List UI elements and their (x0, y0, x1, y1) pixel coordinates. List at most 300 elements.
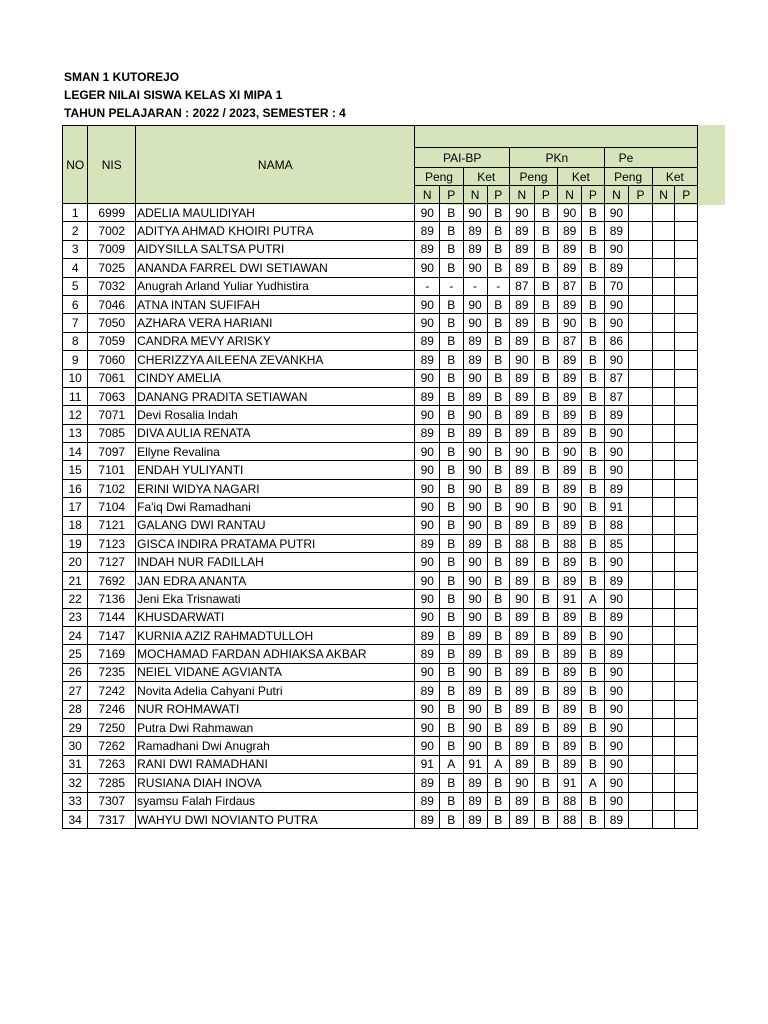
grade-cell-empty (652, 645, 675, 663)
grade-cell-empty (652, 663, 675, 681)
grade-pai-peng-n: 89 (415, 332, 440, 350)
row-name: Ellyne Revalina (136, 443, 415, 461)
grade-cell-empty (675, 332, 698, 350)
subject-header-pe: Pe (604, 148, 697, 168)
grade-cell-empty (629, 332, 652, 350)
row-nis: 7085 (88, 424, 136, 442)
grade-pai-ket-n: 89 (463, 424, 487, 442)
grade-cell-empty (675, 479, 698, 497)
grade-cell-empty (629, 240, 652, 258)
grade-pai-peng-n: 89 (415, 387, 440, 405)
grade-cell-empty (652, 424, 675, 442)
row-no: 22 (63, 590, 88, 608)
grade-cell-empty (652, 443, 675, 461)
grade-pkn-ket-n: 89 (558, 369, 582, 387)
grade-ledger-table (62, 125, 698, 829)
row-nis: 7061 (88, 369, 136, 387)
grade-pai-peng-n: 90 (415, 553, 440, 571)
grade-pai-ket-p: B (487, 204, 509, 222)
grade-cell-empty (629, 277, 652, 295)
grade-pai-ket-p: B (487, 259, 509, 277)
grade-cell-empty (652, 295, 675, 313)
grade-pai-ket-p: B (487, 553, 509, 571)
grade-pkn-ket-n: 89 (558, 240, 582, 258)
grade-pkn-ket-p: B (582, 351, 604, 369)
grade-pai-peng-n: 90 (415, 295, 440, 313)
row-nis: 7317 (88, 810, 136, 828)
grade-pai-peng-n: 89 (415, 424, 440, 442)
grade-pai-peng-n: 89 (415, 792, 440, 810)
row-no: 15 (63, 461, 88, 479)
row-name: AIDYSILLA SALTSA PUTRI (136, 240, 415, 258)
grade-cell-empty (675, 645, 698, 663)
grade-pkn-peng-p: B (534, 222, 557, 240)
table-row (63, 535, 698, 553)
grade-pe-peng-n: 90 (604, 774, 629, 792)
grade-pai-ket-p: B (487, 461, 509, 479)
row-nis: 7050 (88, 314, 136, 332)
grade-pai-peng-p: B (440, 443, 463, 461)
grade-cell-empty (629, 259, 652, 277)
np-header-p: P (487, 186, 509, 204)
grade-pkn-peng-p: B (534, 608, 557, 626)
grade-cell-empty (652, 755, 675, 773)
grade-cell-empty (629, 369, 652, 387)
grade-pkn-peng-n: 90 (509, 774, 534, 792)
grade-pkn-peng-p: B (534, 351, 557, 369)
grade-pkn-ket-n: 90 (558, 443, 582, 461)
part-header-peng: Peng (604, 168, 652, 186)
grade-cell-empty (629, 571, 652, 589)
grade-pai-ket-n: 89 (463, 535, 487, 553)
row-no: 5 (63, 277, 88, 295)
grade-pai-ket-p: B (487, 314, 509, 332)
grade-pkn-peng-n: 89 (509, 295, 534, 313)
row-nis: 7692 (88, 571, 136, 589)
np-header-n: N (509, 186, 534, 204)
grade-pkn-peng-p: B (534, 700, 557, 718)
grade-cell-empty (652, 571, 675, 589)
grade-pkn-ket-n: 89 (558, 424, 582, 442)
grade-cell-empty (652, 700, 675, 718)
grade-pkn-peng-p: B (534, 516, 557, 534)
row-nis: 7046 (88, 295, 136, 313)
grade-pai-peng-p: B (440, 700, 463, 718)
grade-pai-ket-n: 89 (463, 682, 487, 700)
row-name: Devi Rosalia Indah (136, 406, 415, 424)
grade-cell-empty (629, 774, 652, 792)
row-name: RANI DWI RAMADHANI (136, 755, 415, 773)
grade-cell-empty (675, 204, 698, 222)
table-row (63, 479, 698, 497)
grade-pe-peng-n: 90 (604, 424, 629, 442)
grade-pai-peng-n: 91 (415, 755, 440, 773)
grade-cell-empty (675, 535, 698, 553)
row-name: ADELIA MAULIDIYAH (136, 204, 415, 222)
table-row (63, 259, 698, 277)
grade-pkn-ket-n: 89 (558, 571, 582, 589)
grade-cell-empty (675, 608, 698, 626)
grade-pai-ket-p: B (487, 645, 509, 663)
grade-pai-ket-n: 90 (463, 553, 487, 571)
table-row (63, 626, 698, 644)
grade-pai-ket-n: 90 (463, 314, 487, 332)
grade-pai-peng-n: 90 (415, 498, 440, 516)
row-no: 18 (63, 516, 88, 534)
grade-pkn-peng-n: 90 (509, 351, 534, 369)
grade-pkn-peng-p: B (534, 571, 557, 589)
grade-cell-empty (652, 461, 675, 479)
grade-pai-peng-p: B (440, 498, 463, 516)
grade-cell-empty (675, 755, 698, 773)
grade-pkn-peng-n: 89 (509, 259, 534, 277)
row-nis: 7009 (88, 240, 136, 258)
grade-pkn-ket-p: B (582, 443, 604, 461)
grade-pkn-ket-n: 89 (558, 461, 582, 479)
np-header-n: N (415, 186, 440, 204)
grade-pe-peng-n: 89 (604, 222, 629, 240)
grade-pai-ket-n: 91 (463, 755, 487, 773)
grade-pai-peng-n: 90 (415, 700, 440, 718)
table-row (63, 387, 698, 405)
grade-pkn-peng-n: 89 (509, 424, 534, 442)
row-nis: 7063 (88, 387, 136, 405)
row-no: 34 (63, 810, 88, 828)
grade-pai-peng-n: 90 (415, 663, 440, 681)
grade-cell-empty (652, 387, 675, 405)
grade-pkn-peng-p: B (534, 204, 557, 222)
grade-cell-empty (629, 810, 652, 828)
row-no: 32 (63, 774, 88, 792)
grade-pai-ket-p: B (487, 535, 509, 553)
grade-pai-peng-p: B (440, 369, 463, 387)
grade-pe-peng-n: 90 (604, 204, 629, 222)
row-nis: 7262 (88, 737, 136, 755)
row-name: KURNIA AZIZ RAHMADTULLOH (136, 626, 415, 644)
grade-cell-empty (629, 608, 652, 626)
grade-pkn-ket-p: B (582, 222, 604, 240)
grade-pai-ket-n: 90 (463, 590, 487, 608)
col-nama-header: NAMA (136, 126, 415, 204)
grade-pai-ket-p: B (487, 700, 509, 718)
grade-pkn-ket-p: B (582, 810, 604, 828)
grade-pkn-peng-p: B (534, 626, 557, 644)
grade-pkn-ket-n: 89 (558, 516, 582, 534)
row-name: Putra Dwi Rahmawan (136, 718, 415, 736)
table-row (63, 792, 698, 810)
grade-pai-ket-p: B (487, 479, 509, 497)
row-no: 16 (63, 479, 88, 497)
grade-pkn-peng-n: 90 (509, 443, 534, 461)
grade-pkn-ket-n: 89 (558, 755, 582, 773)
grade-pai-ket-p: B (487, 516, 509, 534)
row-nis: 7169 (88, 645, 136, 663)
row-nis: 7136 (88, 590, 136, 608)
table-row (63, 755, 698, 773)
grade-pai-peng-p: B (440, 314, 463, 332)
grade-pai-peng-p: B (440, 259, 463, 277)
grade-pkn-ket-p: B (582, 332, 604, 350)
grade-pkn-peng-p: B (534, 479, 557, 497)
subject-header-pkn: PKn (509, 148, 604, 168)
grade-pkn-ket-p: B (582, 424, 604, 442)
grade-pkn-ket-p: B (582, 240, 604, 258)
grade-pkn-peng-p: B (534, 645, 557, 663)
grade-pkn-peng-p: B (534, 810, 557, 828)
table-row (63, 571, 698, 589)
grade-pkn-peng-n: 89 (509, 718, 534, 736)
grade-pkn-peng-p: B (534, 277, 557, 295)
grade-cell-empty (652, 553, 675, 571)
grade-pe-peng-n: 90 (604, 461, 629, 479)
grade-pkn-ket-p: B (582, 498, 604, 516)
grade-pe-peng-n: 87 (604, 387, 629, 405)
grade-pe-peng-n: 89 (604, 259, 629, 277)
row-no: 30 (63, 737, 88, 755)
grade-pkn-ket-p: B (582, 461, 604, 479)
grade-pkn-peng-p: B (534, 240, 557, 258)
table-row (63, 332, 698, 350)
grade-pai-peng-p: B (440, 608, 463, 626)
grade-pai-ket-p: B (487, 737, 509, 755)
grade-pe-peng-n: 90 (604, 682, 629, 700)
grade-cell-empty (675, 314, 698, 332)
grade-cell-empty (629, 461, 652, 479)
grade-pkn-peng-n: 90 (509, 204, 534, 222)
grade-pai-ket-p: B (487, 240, 509, 258)
grade-pai-ket-p: B (487, 590, 509, 608)
grade-pai-peng-p: B (440, 774, 463, 792)
np-header-p: P (582, 186, 604, 204)
row-name: WAHYU DWI NOVIANTO PUTRA (136, 810, 415, 828)
grade-pkn-peng-n: 89 (509, 240, 534, 258)
grade-pai-peng-n: 90 (415, 718, 440, 736)
grade-pkn-ket-p: B (582, 204, 604, 222)
grade-pai-ket-n: 89 (463, 774, 487, 792)
grade-pkn-ket-p: B (582, 479, 604, 497)
row-no: 9 (63, 351, 88, 369)
row-nis: 7060 (88, 351, 136, 369)
table-row (63, 700, 698, 718)
grade-pe-peng-n: 90 (604, 314, 629, 332)
grade-pkn-ket-p: B (582, 314, 604, 332)
grade-pai-peng-p: B (440, 663, 463, 681)
grade-pkn-peng-p: B (534, 259, 557, 277)
grade-pe-peng-n: 90 (604, 718, 629, 736)
row-no: 20 (63, 553, 88, 571)
grade-cell-empty (675, 792, 698, 810)
np-header-n: N (558, 186, 582, 204)
grade-pkn-ket-p: B (582, 369, 604, 387)
table-row (63, 461, 698, 479)
grade-cell-empty (629, 535, 652, 553)
grade-pkn-peng-p: B (534, 663, 557, 681)
grade-pkn-ket-n: 88 (558, 810, 582, 828)
grade-cell-empty (675, 369, 698, 387)
grade-cell-empty (675, 259, 698, 277)
row-nis: 7127 (88, 553, 136, 571)
table-row (63, 516, 698, 534)
grade-pai-peng-p: B (440, 479, 463, 497)
row-name: NEIEL VIDANE AGVIANTA (136, 663, 415, 681)
table-row (63, 810, 698, 828)
row-name: ATNA INTAN SUFIFAH (136, 295, 415, 313)
grade-pai-peng-n: 90 (415, 608, 440, 626)
table-row (63, 240, 698, 258)
grade-pkn-peng-p: B (534, 461, 557, 479)
grade-pai-ket-p: B (487, 608, 509, 626)
grade-pai-peng-p: B (440, 682, 463, 700)
grade-pkn-ket-n: 87 (558, 277, 582, 295)
grade-pai-peng-p: B (440, 424, 463, 442)
grade-pkn-peng-p: B (534, 314, 557, 332)
row-name: Anugrah Arland Yuliar Yudhistira (136, 277, 415, 295)
table-row (63, 295, 698, 313)
grade-pai-ket-n: 90 (463, 498, 487, 516)
grade-pkn-ket-n: 88 (558, 535, 582, 553)
row-no: 7 (63, 314, 88, 332)
grade-pkn-ket-n: 89 (558, 700, 582, 718)
grade-pai-peng-n: 90 (415, 259, 440, 277)
grade-cell-empty (629, 387, 652, 405)
grade-pai-peng-n: 90 (415, 590, 440, 608)
grade-pkn-peng-n: 90 (509, 590, 534, 608)
grade-pkn-ket-n: 89 (558, 608, 582, 626)
table-row (63, 682, 698, 700)
grade-pkn-peng-n: 89 (509, 406, 534, 424)
grade-cell-empty (629, 590, 652, 608)
grade-pai-ket-n: 90 (463, 516, 487, 534)
grade-cell-empty (675, 443, 698, 461)
grade-pkn-ket-p: B (582, 626, 604, 644)
grade-pe-peng-n: 89 (604, 810, 629, 828)
grade-pai-peng-n: 89 (415, 626, 440, 644)
row-no: 11 (63, 387, 88, 405)
row-no: 13 (63, 424, 88, 442)
grade-pai-ket-n: 90 (463, 479, 487, 497)
grade-pe-peng-n: 90 (604, 700, 629, 718)
row-no: 19 (63, 535, 88, 553)
row-nis: 7002 (88, 222, 136, 240)
row-name: KHUSDARWATI (136, 608, 415, 626)
grade-cell-empty (652, 406, 675, 424)
table-row (63, 406, 698, 424)
grade-pkn-ket-p: B (582, 516, 604, 534)
col-nis-header: NIS (88, 126, 136, 204)
grade-pkn-ket-p: B (582, 406, 604, 424)
grade-pai-peng-n: 90 (415, 443, 440, 461)
grade-pkn-ket-p: B (582, 608, 604, 626)
grade-pkn-ket-n: 89 (558, 718, 582, 736)
grade-pai-peng-n: 90 (415, 406, 440, 424)
grade-pai-peng-p: - (440, 277, 463, 295)
grade-pai-peng-n: 90 (415, 571, 440, 589)
grade-pai-peng-n: 90 (415, 516, 440, 534)
grade-pkn-ket-n: 89 (558, 553, 582, 571)
grade-cell-empty (629, 737, 652, 755)
row-no: 2 (63, 222, 88, 240)
grade-pkn-peng-n: 89 (509, 608, 534, 626)
table-row (63, 608, 698, 626)
grade-pkn-ket-p: B (582, 553, 604, 571)
grade-pai-peng-n: 90 (415, 204, 440, 222)
grade-pkn-peng-n: 89 (509, 479, 534, 497)
grade-pai-peng-p: B (440, 718, 463, 736)
grade-pe-peng-n: 90 (604, 351, 629, 369)
row-no: 33 (63, 792, 88, 810)
grade-pai-peng-n: 89 (415, 645, 440, 663)
grade-pkn-ket-n: 90 (558, 204, 582, 222)
row-nis: 7250 (88, 718, 136, 736)
row-name: RUSIANA DIAH INOVA (136, 774, 415, 792)
grade-pkn-peng-n: 89 (509, 314, 534, 332)
grade-pai-ket-p: - (487, 277, 509, 295)
grade-pkn-peng-p: B (534, 682, 557, 700)
grade-pe-peng-n: 90 (604, 755, 629, 773)
row-name: syamsu Falah Firdaus (136, 792, 415, 810)
grade-pai-peng-p: B (440, 222, 463, 240)
grade-pkn-peng-n: 89 (509, 553, 534, 571)
grade-pai-peng-p: B (440, 387, 463, 405)
grade-pe-peng-n: 91 (604, 498, 629, 516)
row-name: AZHARA VERA HARIANI (136, 314, 415, 332)
grade-pai-ket-n: - (463, 277, 487, 295)
grade-pkn-ket-p: A (582, 590, 604, 608)
grade-pai-ket-n: 90 (463, 737, 487, 755)
grade-cell-empty (675, 626, 698, 644)
grade-cell-empty (675, 590, 698, 608)
grade-pkn-ket-n: 89 (558, 626, 582, 644)
grade-pkn-peng-n: 89 (509, 387, 534, 405)
grade-pai-ket-p: B (487, 774, 509, 792)
grade-cell-empty (652, 792, 675, 810)
academic-year: TAHUN PELAJARAN : 2022 / 2023, SEMESTER : 4 (64, 106, 346, 120)
table-row (63, 553, 698, 571)
grade-pkn-peng-n: 89 (509, 645, 534, 663)
grade-pai-ket-n: 90 (463, 443, 487, 461)
grade-pe-peng-n: 90 (604, 737, 629, 755)
grade-pai-ket-p: B (487, 810, 509, 828)
grade-pai-ket-p: B (487, 406, 509, 424)
row-nis: 7242 (88, 682, 136, 700)
table-row (63, 774, 698, 792)
grade-pkn-peng-n: 89 (509, 626, 534, 644)
row-name: ERINI WIDYA NAGARI (136, 479, 415, 497)
grade-pai-ket-n: 89 (463, 351, 487, 369)
grade-pkn-ket-p: B (582, 277, 604, 295)
grade-cell-empty (652, 314, 675, 332)
grade-pai-ket-p: B (487, 792, 509, 810)
grade-pai-peng-n: 90 (415, 479, 440, 497)
row-nis: 7123 (88, 535, 136, 553)
row-nis: 7263 (88, 755, 136, 773)
grade-pkn-ket-p: B (582, 645, 604, 663)
grade-cell-empty (675, 663, 698, 681)
grade-pkn-ket-p: B (582, 718, 604, 736)
grade-pkn-ket-n: 89 (558, 387, 582, 405)
row-name: DIVA AULIA RENATA (136, 424, 415, 442)
grade-pkn-peng-p: B (534, 755, 557, 773)
grade-cell-empty (629, 406, 652, 424)
grade-pkn-ket-n: 89 (558, 479, 582, 497)
table-row (63, 590, 698, 608)
grade-pkn-peng-n: 89 (509, 810, 534, 828)
part-header-ket: Ket (652, 168, 697, 186)
grade-pai-ket-n: 89 (463, 810, 487, 828)
grade-pkn-peng-n: 89 (509, 792, 534, 810)
row-name: MOCHAMAD FARDAN ADHIAKSA AKBAR (136, 645, 415, 663)
grade-pai-peng-n: 90 (415, 314, 440, 332)
